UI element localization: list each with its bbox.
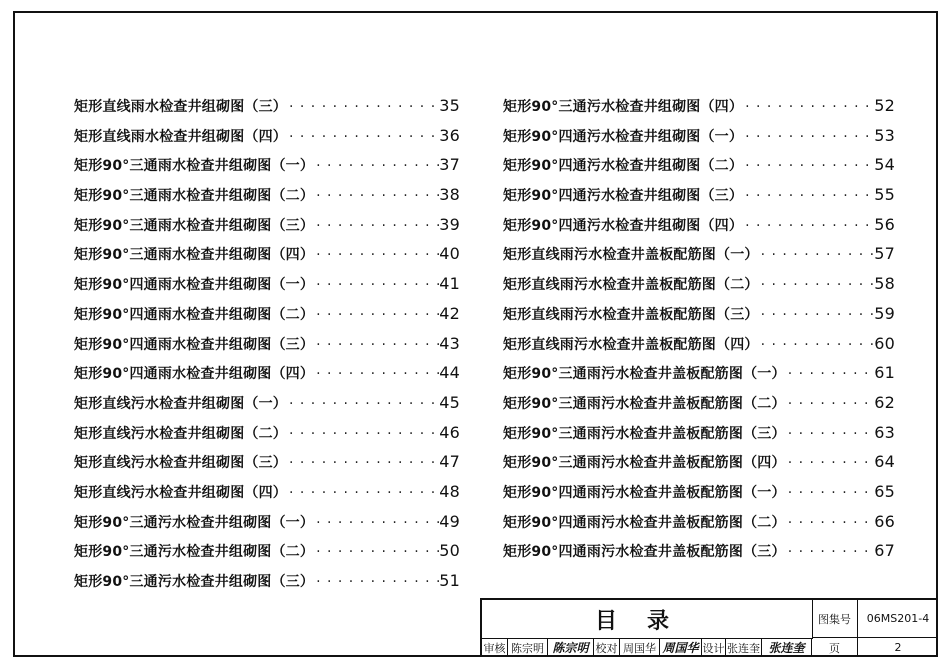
dot-leader — [314, 544, 439, 560]
dot-leader — [314, 307, 439, 323]
toc-entry — [503, 452, 895, 482]
signature-row — [482, 638, 938, 657]
toc-entry-title: 矩形90°四通污水检查井组砌图（三） — [503, 188, 744, 205]
toc-entry-page: 59 — [874, 303, 895, 323]
toc-entry-title: 矩形直线污水检查井组砌图（三） — [74, 455, 287, 472]
toc-entry — [74, 274, 460, 304]
toc-entry-title: 矩形直线雨污水检查井盖板配筋图（一） — [503, 247, 759, 264]
toc-entry — [74, 393, 460, 423]
toc-entry-title: 矩形90°三通雨水检查井组砌图（四） — [74, 247, 315, 264]
checker-name: 周国华 — [620, 638, 660, 657]
toc-entry — [74, 452, 460, 482]
toc-entry-title: 矩形90°三通雨水检查井组砌图（一） — [74, 158, 315, 175]
toc-entry-page: 40 — [439, 244, 460, 264]
dot-leader — [743, 129, 874, 145]
dot-leader — [759, 277, 875, 293]
toc-entry — [74, 215, 460, 245]
checker-signature: 周国华 — [660, 638, 702, 657]
toc-entry — [74, 541, 460, 571]
toc-entry-page: 57 — [874, 244, 895, 264]
toc-entry-title: 矩形直线雨污水检查井盖板配筋图（四） — [503, 336, 759, 353]
dot-leader — [743, 158, 874, 174]
toc-entry — [503, 96, 895, 126]
page-label: 页 — [812, 638, 858, 657]
dot-leader — [759, 307, 875, 323]
toc-entry-title: 矩形直线雨水检查井组砌图（四） — [74, 128, 287, 145]
designer-name: 张连奎 — [726, 638, 762, 657]
toc-entry — [74, 571, 460, 601]
toc-entry-page: 35 — [439, 96, 460, 115]
toc-entry-title: 矩形90°四通雨污水检查井盖板配筋图（二） — [503, 514, 786, 531]
toc-entry-title: 矩形90°三通雨水检查井组砌图（三） — [74, 217, 315, 234]
page-number: 2 — [894, 641, 902, 654]
toc-left-column — [74, 96, 460, 601]
toc-entry — [74, 512, 460, 542]
toc-entry-page: 58 — [874, 274, 895, 294]
toc-entry-page: 53 — [874, 125, 895, 145]
dot-leader — [314, 515, 439, 531]
toc-entry — [503, 155, 895, 185]
toc-entry — [74, 126, 460, 156]
toc-entry-title: 矩形90°四通雨水检查井组砌图（一） — [74, 277, 315, 294]
dot-leader — [314, 366, 439, 382]
toc-entry-title: 矩形90°四通雨水检查井组砌图（三） — [74, 336, 315, 353]
toc-entry — [503, 274, 895, 304]
toc-entry-page: 41 — [439, 274, 460, 294]
toc-entry-title: 矩形90°四通污水检查井组砌图（四） — [503, 217, 744, 234]
dot-leader — [314, 158, 439, 174]
dot-leader — [287, 129, 439, 145]
toc-entry — [74, 185, 460, 215]
toc-entry-title: 矩形90°四通雨水检查井组砌图（二） — [74, 306, 315, 323]
toc-right-column — [503, 96, 895, 571]
toc-entry-title: 矩形90°三通污水检查井组砌图（二） — [74, 544, 315, 561]
toc-entry-title: 矩形90°四通污水检查井组砌图（二） — [503, 158, 744, 175]
toc-entry-page: 63 — [874, 422, 895, 442]
toc-entry-title: 矩形90°三通污水检查井组砌图（三） — [74, 574, 315, 590]
toc-entry — [503, 304, 895, 334]
toc-entry-title: 矩形90°四通污水检查井组砌图（一） — [503, 128, 744, 145]
toc-entry-page: 60 — [874, 333, 895, 353]
title-block — [480, 598, 938, 657]
toc-entry-page: 43 — [439, 333, 460, 353]
toc-entry — [74, 363, 460, 393]
dot-leader — [314, 277, 439, 293]
toc-entry-page: 56 — [874, 214, 895, 234]
toc-entry-title: 矩形90°三通雨污水检查井盖板配筋图（三） — [503, 425, 786, 442]
dot-leader — [314, 188, 439, 204]
toc-entry-title: 矩形直线雨污水检查井盖板配筋图（三） — [503, 306, 759, 323]
toc-entry-title: 矩形90°四通雨水检查井组砌图（四） — [74, 366, 315, 383]
toc-entry — [74, 244, 460, 274]
toc-entry-page: 55 — [874, 185, 895, 205]
toc-entry-page: 61 — [874, 363, 895, 383]
dot-leader — [743, 99, 874, 115]
dot-leader — [743, 218, 874, 234]
toc-entry-title: 矩形90°四通雨污水检查井盖板配筋图（三） — [503, 544, 786, 561]
reviewer-signature: 陈宗明 — [548, 638, 594, 657]
toc-entry-page: 51 — [439, 571, 460, 590]
toc-entry — [503, 334, 895, 364]
toc-entry-page: 62 — [874, 392, 895, 412]
dot-leader — [786, 455, 875, 471]
reviewer-name: 陈宗明 — [508, 638, 548, 657]
atlas-number: 06MS201-4 — [858, 600, 938, 638]
toc-entry-page: 45 — [439, 392, 460, 412]
toc-entry-page: 50 — [439, 541, 460, 561]
toc-entry — [503, 185, 895, 215]
dot-leader — [786, 485, 875, 501]
dot-leader — [743, 188, 874, 204]
toc-entry — [503, 423, 895, 453]
dot-leader — [314, 247, 439, 263]
dot-leader — [287, 485, 439, 501]
toc-entry-page: 64 — [874, 452, 895, 472]
dot-leader — [759, 247, 875, 263]
toc-entry — [74, 304, 460, 334]
dot-leader — [786, 544, 875, 560]
toc-entry — [74, 482, 460, 512]
toc-entry-page: 54 — [874, 155, 895, 175]
toc-entry-title: 矩形90°三通雨污水检查井盖板配筋图（四） — [503, 455, 786, 472]
dot-leader — [759, 337, 875, 353]
toc-entry — [74, 423, 460, 453]
toc-entry — [503, 512, 895, 542]
toc-entry-page: 39 — [439, 214, 460, 234]
dot-leader — [287, 396, 439, 412]
dot-leader — [314, 574, 439, 590]
toc-entry-title: 矩形直线雨水检查井组砌图（三） — [74, 99, 287, 115]
toc-entry-page: 42 — [439, 303, 460, 323]
review-label: 审核 — [482, 638, 508, 657]
toc-entry-page: 36 — [439, 125, 460, 145]
drawing-title: 目录 — [482, 600, 813, 639]
design-label: 设计 — [702, 638, 726, 657]
toc-entry — [74, 334, 460, 364]
toc-entry-page: 49 — [439, 511, 460, 531]
dot-leader — [287, 426, 439, 442]
designer-signature: 张连奎 — [762, 638, 812, 657]
toc-entry-page: 66 — [874, 511, 895, 531]
toc-entry — [503, 244, 895, 274]
dot-leader — [287, 455, 439, 471]
atlas-number-label: 图集号 — [812, 600, 858, 638]
toc-entry — [503, 541, 895, 571]
toc-entry-title: 矩形90°三通雨污水检查井盖板配筋图（二） — [503, 395, 786, 412]
toc-entry — [503, 393, 895, 423]
dot-leader — [314, 337, 439, 353]
dot-leader — [786, 426, 875, 442]
toc-entry — [503, 126, 895, 156]
toc-entry-page: 38 — [439, 185, 460, 205]
toc-entry-title: 矩形直线雨污水检查井盖板配筋图（二） — [503, 277, 759, 294]
toc-entry — [503, 482, 895, 512]
dot-leader — [314, 218, 439, 234]
toc-entry-title: 矩形90°三通雨污水检查井盖板配筋图（一） — [503, 366, 786, 383]
toc-entry — [74, 155, 460, 185]
toc-entry-page: 48 — [439, 481, 460, 501]
toc-entry-title: 矩形90°三通污水检查井组砌图（一） — [74, 514, 315, 531]
toc-entry-page: 37 — [439, 155, 460, 175]
toc-entry-title: 矩形直线污水检查井组砌图（四） — [74, 484, 287, 501]
toc-entry — [503, 363, 895, 393]
dot-leader — [786, 515, 875, 531]
toc-entry-title: 矩形90°三通污水检查井组砌图（四） — [503, 99, 744, 115]
toc-entry-title: 矩形90°三通雨水检查井组砌图（二） — [74, 188, 315, 205]
toc-entry-page: 52 — [874, 96, 895, 115]
dot-leader — [287, 99, 439, 115]
toc-entry-page: 46 — [439, 422, 460, 442]
toc-entry-title: 矩形直线污水检查井组砌图（一） — [74, 395, 287, 412]
toc-entry-page: 67 — [874, 541, 895, 561]
toc-entry-title: 矩形直线污水检查井组砌图（二） — [74, 425, 287, 442]
dot-leader — [786, 366, 875, 382]
toc-entry-title: 矩形90°四通雨污水检查井盖板配筋图（一） — [503, 484, 786, 501]
toc-entry-page: 44 — [439, 363, 460, 383]
toc-entry-page: 47 — [439, 452, 460, 472]
toc-entry — [503, 215, 895, 245]
check-label: 校对 — [594, 638, 620, 657]
toc-entry — [74, 96, 460, 126]
toc-entry-page: 65 — [874, 481, 895, 501]
dot-leader — [786, 396, 875, 412]
